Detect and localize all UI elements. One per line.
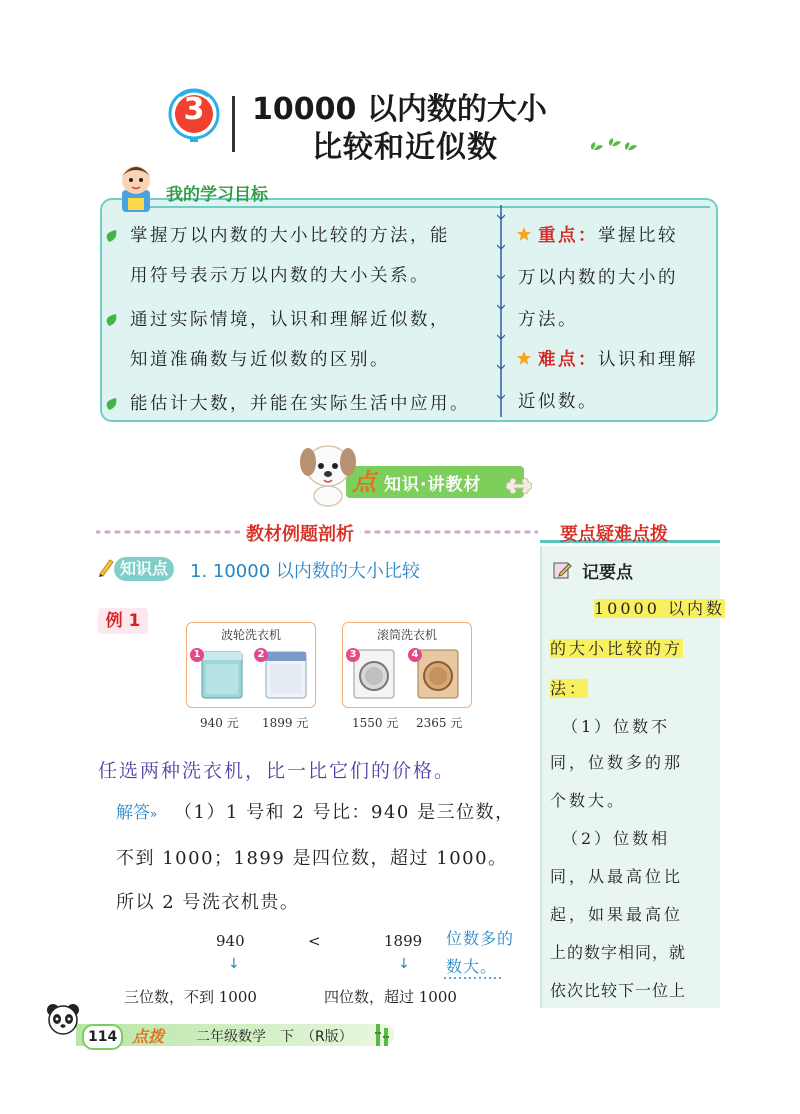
- leaf-bullet-icon: [106, 313, 118, 327]
- compare-right-number: 1899: [384, 932, 423, 950]
- down-arrow-icon: ↓: [398, 956, 410, 972]
- star-icon: [516, 226, 532, 242]
- difficult-point-line: 近似数。: [518, 392, 598, 412]
- panda-icon: [44, 1002, 82, 1040]
- goal-item: 用符号表示万以内数的大小关系。: [130, 266, 430, 286]
- bamboo-icon: [372, 1022, 392, 1048]
- bone-icon: [506, 478, 532, 494]
- tips-line: （2）位数相: [562, 829, 671, 848]
- machine-price: 940 元: [200, 716, 239, 730]
- machine-number: 4: [408, 648, 422, 662]
- washer-group-title: 滚筒洗衣机: [376, 628, 437, 642]
- answer-line: 所以 2 号洗衣机贵。: [116, 892, 300, 913]
- boy-student-icon: [112, 160, 160, 218]
- difficult-point: [538, 346, 698, 371]
- pulsator-washer-icon: [198, 646, 246, 700]
- goal-item: 掌握万以内数的大小比较的方法，能: [130, 226, 450, 246]
- example-label: 例 1: [98, 608, 148, 634]
- page-number: 114: [82, 1024, 123, 1050]
- key-point-line: 方法。: [518, 310, 578, 330]
- machine-number: 3: [346, 648, 360, 662]
- machine-number: 2: [254, 648, 268, 662]
- tips-line: 同，从最高位比: [550, 867, 684, 886]
- tips-line: （1）位数不: [562, 717, 671, 736]
- tips-line: 上的数字相同，就: [550, 943, 687, 962]
- answer-line: 不到 1000；1899 是四位数，超过 1000。: [116, 848, 508, 869]
- machine-price: 1899 元: [262, 716, 309, 730]
- title-divider: [232, 96, 235, 152]
- compare-left-desc: 三位数，不到 1000: [124, 988, 257, 1006]
- leaf-bullet-icon: [106, 397, 118, 411]
- compare-sign: <: [308, 932, 321, 950]
- goals-divider: [497, 205, 505, 417]
- goal-item: 通过实际情境，认识和理解近似数，: [130, 310, 450, 330]
- goal-item: 能估计大数，并能在实际生活中应用。: [130, 394, 470, 414]
- goals-heading: 我的学习目标: [166, 185, 268, 205]
- footer-book-title: 二年级数学 下 （R版）: [196, 1029, 353, 1045]
- difficult-point-text: 认识和理解: [598, 350, 698, 370]
- difficult-point-label: 难点：: [538, 350, 598, 370]
- tips-line-text: 10000 以内数: [594, 599, 725, 618]
- knowledge-point-title: 1. 10000 以内数的大小比较: [190, 561, 420, 582]
- tips-line: 同，位数多的那: [550, 753, 684, 772]
- chapter-number: 3: [183, 92, 205, 127]
- tips-line: [594, 596, 725, 619]
- tips-line: 个数大。: [550, 791, 627, 810]
- tips-line-text: 的大小比较的方: [550, 639, 684, 658]
- machine-price: 1550 元: [352, 716, 399, 730]
- note-underline: [444, 976, 504, 980]
- note-line: 数大。: [446, 957, 498, 976]
- banner-title: 知识·讲教材: [384, 475, 482, 495]
- note-line: 位数多的: [446, 929, 515, 948]
- chapter-title-line-1: 10000 以内数的大小: [252, 92, 547, 127]
- goal-item: 知道准确数与近似数的区别。: [130, 350, 390, 370]
- key-point-line: 万以内数的大小的: [518, 268, 678, 288]
- machine-number: 1: [190, 648, 204, 662]
- section-title-examples: 教材例题剖析: [240, 520, 360, 546]
- section-title-tips: 要点疑难点拨: [560, 524, 668, 545]
- answer-label: [116, 798, 157, 823]
- key-point: [538, 222, 678, 247]
- tips-line: 起，如果最高位: [550, 905, 684, 924]
- compare-left-number: 940: [216, 932, 245, 950]
- key-point-label: 重点：: [538, 226, 598, 246]
- answer-label-text: 解答: [116, 803, 150, 823]
- tips-line-text: 法：: [550, 679, 589, 698]
- example-question: 任选两种洗衣机，比一比它们的价格。: [98, 760, 456, 782]
- tips-line: [550, 636, 683, 659]
- down-arrow-icon: ↓: [228, 956, 240, 972]
- tips-title: 记要点: [582, 563, 633, 583]
- sprout-decoration-icon: [588, 128, 638, 152]
- pencil-icon: [96, 556, 114, 578]
- chapter-title-line-2: 比较和近似数: [312, 130, 498, 165]
- machine-price: 2365 元: [416, 716, 463, 730]
- pulsator-washer-icon: [262, 646, 310, 700]
- footer-brand: 点拨: [132, 1027, 165, 1046]
- washer-group-title: 波轮洗衣机: [220, 628, 281, 642]
- banner-dian: 点: [352, 468, 376, 496]
- compare-right-desc: 四位数，超过 1000: [324, 988, 457, 1006]
- key-point-text: 掌握比较: [598, 226, 678, 246]
- memo-notebook-icon: [552, 560, 572, 580]
- leaf-bullet-icon: [106, 229, 118, 243]
- tips-line: [550, 676, 588, 699]
- star-icon: [516, 350, 532, 366]
- answer-line: （1）1 号和 2 号比：940 是三位数，: [174, 802, 515, 823]
- answer-label-mark: »: [150, 807, 158, 821]
- tips-line: 依次比较下一位上: [550, 981, 687, 1000]
- knowledge-point-pill: 知识点: [114, 557, 174, 581]
